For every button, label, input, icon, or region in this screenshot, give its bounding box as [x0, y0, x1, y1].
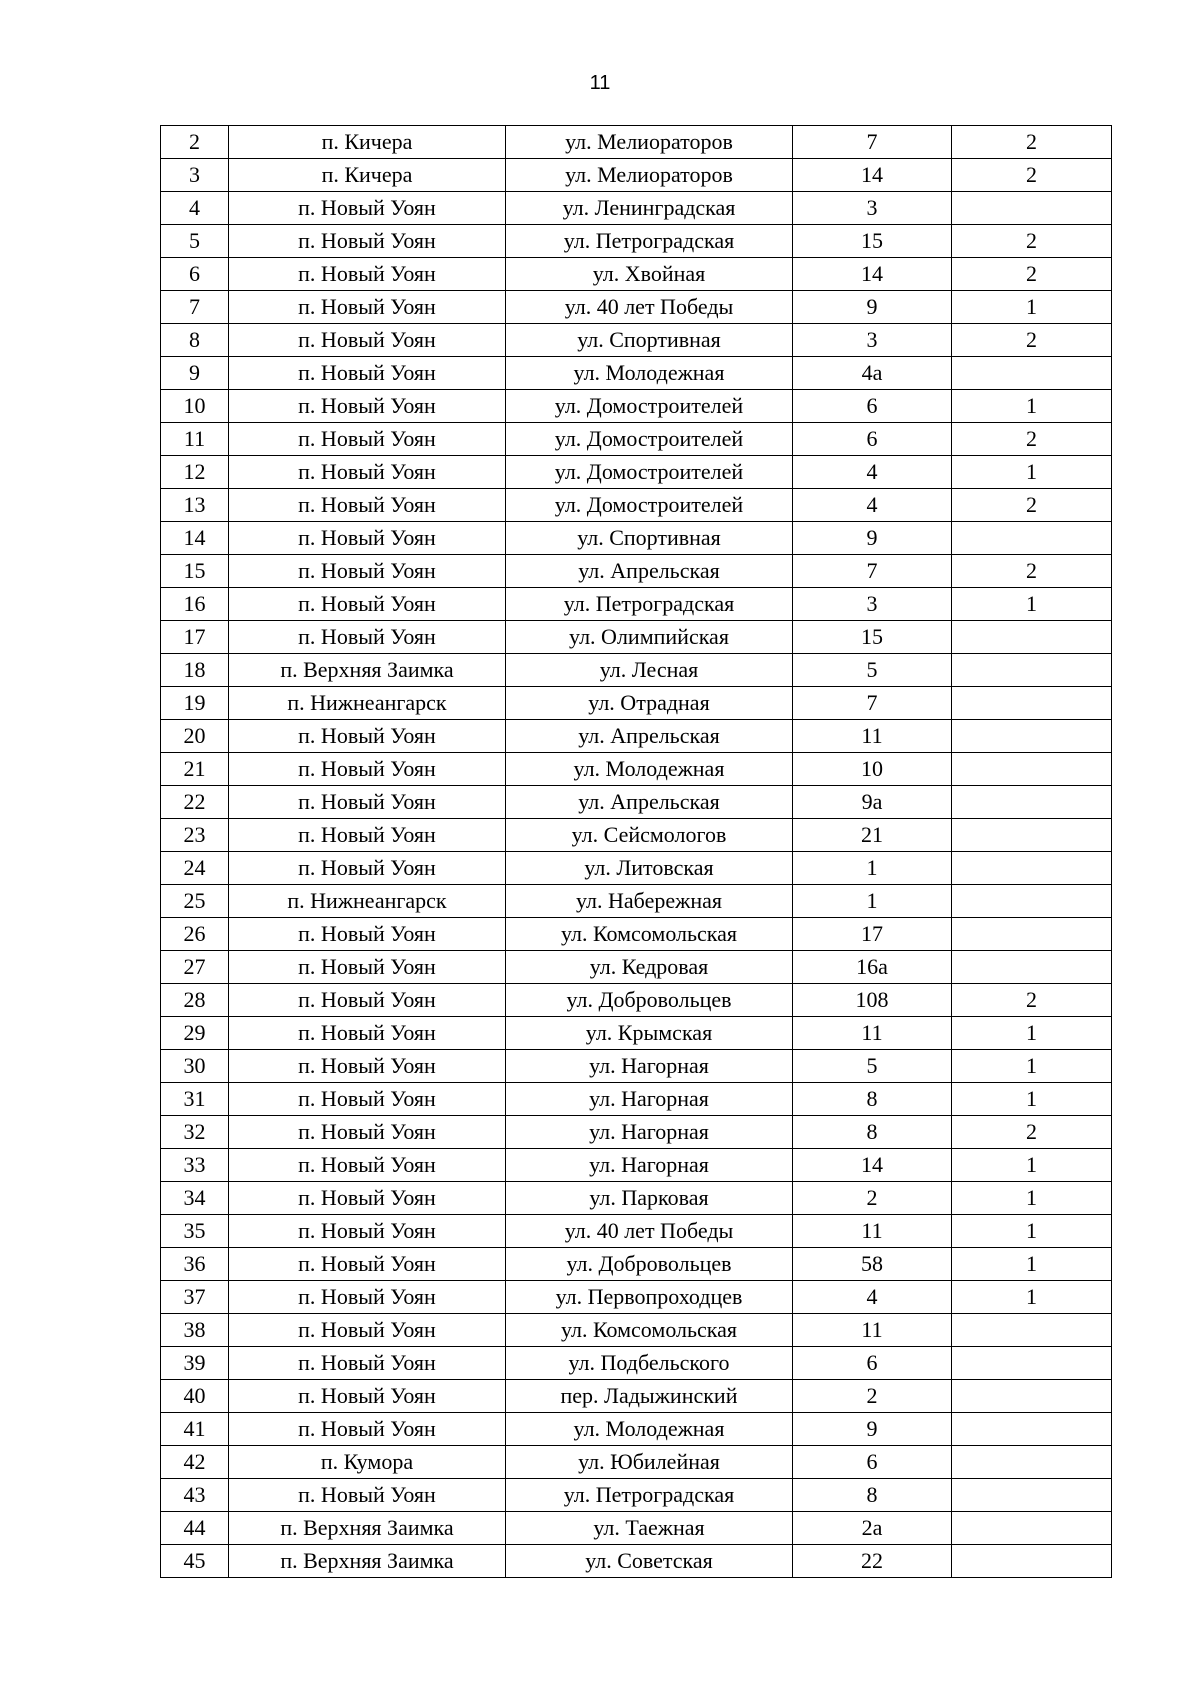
- settlement-cell: п. Новый Уоян: [229, 786, 506, 819]
- table-row: [161, 1545, 1112, 1578]
- table-row: [161, 1380, 1112, 1413]
- table-row: [161, 819, 1112, 852]
- settlement-cell: п. Новый Уоян: [229, 291, 506, 324]
- row-number-cell: 4: [161, 192, 229, 225]
- table-row: [161, 489, 1112, 522]
- apartment-cell: [952, 1479, 1112, 1512]
- settlement-cell: п. Новый Уоян: [229, 720, 506, 753]
- apartment-cell: 2: [952, 423, 1112, 456]
- apartment-cell: [952, 786, 1112, 819]
- table-row: [161, 588, 1112, 621]
- house-number-cell: 6: [793, 1446, 952, 1479]
- settlement-cell: п. Новый Уоян: [229, 192, 506, 225]
- apartment-cell: 1: [952, 291, 1112, 324]
- settlement-cell: п. Новый Уоян: [229, 984, 506, 1017]
- row-number-cell: 42: [161, 1446, 229, 1479]
- settlement-cell: п. Новый Уоян: [229, 951, 506, 984]
- table-row: [161, 1050, 1112, 1083]
- house-number-cell: 7: [793, 555, 952, 588]
- street-cell: ул. Петроградская: [506, 588, 793, 621]
- street-cell: ул. Набережная: [506, 885, 793, 918]
- house-number-cell: 8: [793, 1479, 952, 1512]
- apartment-cell: 2: [952, 489, 1112, 522]
- table-row: [161, 456, 1112, 489]
- row-number-cell: 8: [161, 324, 229, 357]
- apartment-cell: [952, 1446, 1112, 1479]
- settlement-cell: п. Новый Уоян: [229, 225, 506, 258]
- row-number-cell: 21: [161, 753, 229, 786]
- settlement-cell: п. Новый Уоян: [229, 1281, 506, 1314]
- street-cell: ул. Мелиораторов: [506, 126, 793, 159]
- settlement-cell: п. Новый Уоян: [229, 753, 506, 786]
- settlement-cell: п. Новый Уоян: [229, 621, 506, 654]
- row-number-cell: 41: [161, 1413, 229, 1446]
- table-row: [161, 1149, 1112, 1182]
- street-cell: ул. Домостроителей: [506, 456, 793, 489]
- table-row: [161, 1281, 1112, 1314]
- house-number-cell: 15: [793, 225, 952, 258]
- table-row: [161, 786, 1112, 819]
- settlement-cell: п. Новый Уоян: [229, 1050, 506, 1083]
- table-row: [161, 1083, 1112, 1116]
- street-cell: ул. Домостроителей: [506, 489, 793, 522]
- table-row: [161, 126, 1112, 159]
- apartment-cell: 2: [952, 324, 1112, 357]
- settlement-cell: п. Верхняя Заимка: [229, 654, 506, 687]
- row-number-cell: 12: [161, 456, 229, 489]
- table-row: [161, 1017, 1112, 1050]
- row-number-cell: 6: [161, 258, 229, 291]
- settlement-cell: п. Верхняя Заимка: [229, 1545, 506, 1578]
- row-number-cell: 39: [161, 1347, 229, 1380]
- row-number-cell: 26: [161, 918, 229, 951]
- apartment-cell: 2: [952, 555, 1112, 588]
- street-cell: ул. Молодежная: [506, 1413, 793, 1446]
- street-cell: ул. Литовская: [506, 852, 793, 885]
- row-number-cell: 5: [161, 225, 229, 258]
- apartment-cell: 2: [952, 258, 1112, 291]
- page-number: 11: [589, 72, 611, 94]
- settlement-cell: п. Нижнеангарск: [229, 885, 506, 918]
- street-cell: ул. Ленинградская: [506, 192, 793, 225]
- apartment-cell: [952, 918, 1112, 951]
- apartment-cell: 2: [952, 126, 1112, 159]
- street-cell: ул. Хвойная: [506, 258, 793, 291]
- apartment-cell: 1: [952, 456, 1112, 489]
- settlement-cell: п. Верхняя Заимка: [229, 1512, 506, 1545]
- settlement-cell: п. Новый Уоян: [229, 1413, 506, 1446]
- apartment-cell: [952, 819, 1112, 852]
- house-number-cell: 4: [793, 456, 952, 489]
- street-cell: ул. Лесная: [506, 654, 793, 687]
- row-number-cell: 33: [161, 1149, 229, 1182]
- settlement-cell: п. Новый Уоян: [229, 324, 506, 357]
- row-number-cell: 22: [161, 786, 229, 819]
- house-number-cell: 1: [793, 852, 952, 885]
- house-number-cell: 4: [793, 489, 952, 522]
- house-number-cell: 21: [793, 819, 952, 852]
- street-cell: ул. Кедровая: [506, 951, 793, 984]
- table-row: [161, 423, 1112, 456]
- apartment-cell: 2: [952, 1116, 1112, 1149]
- apartment-cell: [952, 1347, 1112, 1380]
- street-cell: ул. 40 лет Победы: [506, 291, 793, 324]
- house-number-cell: 6: [793, 423, 952, 456]
- table-row: [161, 1413, 1112, 1446]
- settlement-cell: п. Новый Уоян: [229, 1248, 506, 1281]
- apartment-cell: [952, 1380, 1112, 1413]
- street-cell: ул. Крымская: [506, 1017, 793, 1050]
- house-number-cell: 7: [793, 126, 952, 159]
- street-cell: ул. Нагорная: [506, 1083, 793, 1116]
- row-number-cell: 13: [161, 489, 229, 522]
- street-cell: ул. Добровольцев: [506, 984, 793, 1017]
- row-number-cell: 3: [161, 159, 229, 192]
- street-cell: ул. Апрельская: [506, 786, 793, 819]
- street-cell: ул. Подбельского: [506, 1347, 793, 1380]
- table-row: [161, 654, 1112, 687]
- apartment-cell: 2: [952, 225, 1112, 258]
- street-cell: ул. Спортивная: [506, 324, 793, 357]
- apartment-cell: [952, 1545, 1112, 1578]
- apartment-cell: 1: [952, 1050, 1112, 1083]
- table-row: [161, 621, 1112, 654]
- house-number-cell: 108: [793, 984, 952, 1017]
- table-row: [161, 1446, 1112, 1479]
- settlement-cell: п. Новый Уоян: [229, 489, 506, 522]
- house-number-cell: 3: [793, 192, 952, 225]
- settlement-cell: п. Кичера: [229, 126, 506, 159]
- apartment-cell: 2: [952, 984, 1112, 1017]
- row-number-cell: 28: [161, 984, 229, 1017]
- settlement-cell: п. Новый Уоян: [229, 1215, 506, 1248]
- row-number-cell: 9: [161, 357, 229, 390]
- settlement-cell: п. Новый Уоян: [229, 1182, 506, 1215]
- street-cell: ул. Добровольцев: [506, 1248, 793, 1281]
- settlement-cell: п. Новый Уоян: [229, 390, 506, 423]
- house-number-cell: 10: [793, 753, 952, 786]
- table-row: [161, 225, 1112, 258]
- apartment-cell: 1: [952, 1017, 1112, 1050]
- street-cell: ул. Петроградская: [506, 225, 793, 258]
- table-row: [161, 555, 1112, 588]
- settlement-cell: п. Новый Уоян: [229, 456, 506, 489]
- street-cell: ул. Сейсмологов: [506, 819, 793, 852]
- settlement-cell: п. Новый Уоян: [229, 1116, 506, 1149]
- row-number-cell: 16: [161, 588, 229, 621]
- settlement-cell: п. Новый Уоян: [229, 1017, 506, 1050]
- house-number-cell: 3: [793, 588, 952, 621]
- apartment-cell: [952, 753, 1112, 786]
- apartment-cell: [952, 192, 1112, 225]
- table-row: [161, 291, 1112, 324]
- house-number-cell: 9: [793, 1413, 952, 1446]
- table-row: [161, 753, 1112, 786]
- house-number-cell: 7: [793, 687, 952, 720]
- row-number-cell: 14: [161, 522, 229, 555]
- settlement-cell: п. Новый Уоян: [229, 588, 506, 621]
- row-number-cell: 40: [161, 1380, 229, 1413]
- house-number-cell: 17: [793, 918, 952, 951]
- row-number-cell: 2: [161, 126, 229, 159]
- address-table-body: [161, 126, 1112, 1578]
- table-row: [161, 687, 1112, 720]
- table-row: [161, 918, 1112, 951]
- table-row: [161, 720, 1112, 753]
- street-cell: ул. Первопроходцев: [506, 1281, 793, 1314]
- table-row: [161, 192, 1112, 225]
- house-number-cell: 6: [793, 1347, 952, 1380]
- row-number-cell: 7: [161, 291, 229, 324]
- settlement-cell: п. Новый Уоян: [229, 555, 506, 588]
- row-number-cell: 15: [161, 555, 229, 588]
- apartment-cell: [952, 687, 1112, 720]
- street-cell: ул. Таежная: [506, 1512, 793, 1545]
- table-row: [161, 1479, 1112, 1512]
- table-row: [161, 159, 1112, 192]
- street-cell: ул. Апрельская: [506, 720, 793, 753]
- street-cell: ул. Комсомольская: [506, 918, 793, 951]
- settlement-cell: п. Нижнеангарск: [229, 687, 506, 720]
- row-number-cell: 25: [161, 885, 229, 918]
- street-cell: ул. Петроградская: [506, 1479, 793, 1512]
- street-cell: ул. Молодежная: [506, 753, 793, 786]
- apartment-cell: 1: [952, 390, 1112, 423]
- street-cell: ул. Домостроителей: [506, 423, 793, 456]
- table-row: [161, 1314, 1112, 1347]
- settlement-cell: п. Новый Уоян: [229, 1479, 506, 1512]
- row-number-cell: 20: [161, 720, 229, 753]
- apartment-cell: [952, 951, 1112, 984]
- house-number-cell: 5: [793, 654, 952, 687]
- row-number-cell: 37: [161, 1281, 229, 1314]
- row-number-cell: 11: [161, 423, 229, 456]
- row-number-cell: 32: [161, 1116, 229, 1149]
- house-number-cell: 9а: [793, 786, 952, 819]
- house-number-cell: 1: [793, 885, 952, 918]
- street-cell: ул. Парковая: [506, 1182, 793, 1215]
- apartment-cell: 2: [952, 159, 1112, 192]
- house-number-cell: 15: [793, 621, 952, 654]
- house-number-cell: 14: [793, 1149, 952, 1182]
- table-row: [161, 885, 1112, 918]
- street-cell: ул. 40 лет Победы: [506, 1215, 793, 1248]
- row-number-cell: 29: [161, 1017, 229, 1050]
- apartment-cell: 1: [952, 1083, 1112, 1116]
- apartment-cell: [952, 720, 1112, 753]
- house-number-cell: 9: [793, 522, 952, 555]
- table-row: [161, 1248, 1112, 1281]
- row-number-cell: 45: [161, 1545, 229, 1578]
- apartment-cell: [952, 522, 1112, 555]
- house-number-cell: 2: [793, 1380, 952, 1413]
- house-number-cell: 22: [793, 1545, 952, 1578]
- row-number-cell: 44: [161, 1512, 229, 1545]
- table-row: [161, 852, 1112, 885]
- settlement-cell: п. Новый Уоян: [229, 852, 506, 885]
- settlement-cell: п. Новый Уоян: [229, 819, 506, 852]
- house-number-cell: 4а: [793, 357, 952, 390]
- street-cell: ул. Комсомольская: [506, 1314, 793, 1347]
- house-number-cell: 11: [793, 1215, 952, 1248]
- settlement-cell: п. Кумора: [229, 1446, 506, 1479]
- street-cell: ул. Олимпийская: [506, 621, 793, 654]
- street-cell: ул. Юбилейная: [506, 1446, 793, 1479]
- table-row: [161, 951, 1112, 984]
- settlement-cell: п. Новый Уоян: [229, 1149, 506, 1182]
- house-number-cell: 2: [793, 1182, 952, 1215]
- settlement-cell: п. Новый Уоян: [229, 522, 506, 555]
- settlement-cell: п. Новый Уоян: [229, 258, 506, 291]
- house-number-cell: 5: [793, 1050, 952, 1083]
- apartment-cell: [952, 1314, 1112, 1347]
- table-row: [161, 258, 1112, 291]
- house-number-cell: 8: [793, 1083, 952, 1116]
- house-number-cell: 9: [793, 291, 952, 324]
- row-number-cell: 31: [161, 1083, 229, 1116]
- settlement-cell: п. Новый Уоян: [229, 1314, 506, 1347]
- settlement-cell: п. Кичера: [229, 159, 506, 192]
- row-number-cell: 34: [161, 1182, 229, 1215]
- table-row: [161, 1215, 1112, 1248]
- apartment-cell: 1: [952, 1149, 1112, 1182]
- apartment-cell: 1: [952, 1215, 1112, 1248]
- apartment-cell: [952, 357, 1112, 390]
- settlement-cell: п. Новый Уоян: [229, 357, 506, 390]
- row-number-cell: 10: [161, 390, 229, 423]
- street-cell: ул. Нагорная: [506, 1050, 793, 1083]
- table-row: [161, 984, 1112, 1017]
- row-number-cell: 19: [161, 687, 229, 720]
- house-number-cell: 14: [793, 159, 952, 192]
- table-row: [161, 324, 1112, 357]
- house-number-cell: 11: [793, 1017, 952, 1050]
- apartment-cell: 1: [952, 1281, 1112, 1314]
- house-number-cell: 16а: [793, 951, 952, 984]
- table-row: [161, 1347, 1112, 1380]
- apartment-cell: [952, 1413, 1112, 1446]
- apartment-cell: [952, 1512, 1112, 1545]
- house-number-cell: 3: [793, 324, 952, 357]
- street-cell: ул. Нагорная: [506, 1116, 793, 1149]
- street-cell: ул. Советская: [506, 1545, 793, 1578]
- row-number-cell: 18: [161, 654, 229, 687]
- settlement-cell: п. Новый Уоян: [229, 918, 506, 951]
- settlement-cell: п. Новый Уоян: [229, 1380, 506, 1413]
- street-cell: пер. Ладыжинский: [506, 1380, 793, 1413]
- apartment-cell: 1: [952, 1248, 1112, 1281]
- row-number-cell: 38: [161, 1314, 229, 1347]
- settlement-cell: п. Новый Уоян: [229, 423, 506, 456]
- house-number-cell: 14: [793, 258, 952, 291]
- street-cell: ул. Домостроителей: [506, 390, 793, 423]
- apartment-cell: [952, 885, 1112, 918]
- apartment-cell: [952, 654, 1112, 687]
- address-table: [160, 125, 1112, 1578]
- street-cell: ул. Спортивная: [506, 522, 793, 555]
- apartment-cell: [952, 621, 1112, 654]
- row-number-cell: 43: [161, 1479, 229, 1512]
- street-cell: ул. Мелиораторов: [506, 159, 793, 192]
- house-number-cell: 11: [793, 1314, 952, 1347]
- table-row: [161, 357, 1112, 390]
- table-row: [161, 1512, 1112, 1545]
- row-number-cell: 36: [161, 1248, 229, 1281]
- street-cell: ул. Нагорная: [506, 1149, 793, 1182]
- row-number-cell: 17: [161, 621, 229, 654]
- settlement-cell: п. Новый Уоян: [229, 1347, 506, 1380]
- row-number-cell: 27: [161, 951, 229, 984]
- table-row: [161, 1182, 1112, 1215]
- table-row: [161, 1116, 1112, 1149]
- row-number-cell: 30: [161, 1050, 229, 1083]
- settlement-cell: п. Новый Уоян: [229, 1083, 506, 1116]
- row-number-cell: 23: [161, 819, 229, 852]
- street-cell: ул. Отрадная: [506, 687, 793, 720]
- street-cell: ул. Молодежная: [506, 357, 793, 390]
- house-number-cell: 6: [793, 390, 952, 423]
- apartment-cell: 1: [952, 588, 1112, 621]
- apartment-cell: 1: [952, 1182, 1112, 1215]
- apartment-cell: [952, 852, 1112, 885]
- street-cell: ул. Апрельская: [506, 555, 793, 588]
- house-number-cell: 4: [793, 1281, 952, 1314]
- house-number-cell: 2а: [793, 1512, 952, 1545]
- table-row: [161, 522, 1112, 555]
- house-number-cell: 58: [793, 1248, 952, 1281]
- row-number-cell: 24: [161, 852, 229, 885]
- row-number-cell: 35: [161, 1215, 229, 1248]
- house-number-cell: 8: [793, 1116, 952, 1149]
- table-row: [161, 390, 1112, 423]
- house-number-cell: 11: [793, 720, 952, 753]
